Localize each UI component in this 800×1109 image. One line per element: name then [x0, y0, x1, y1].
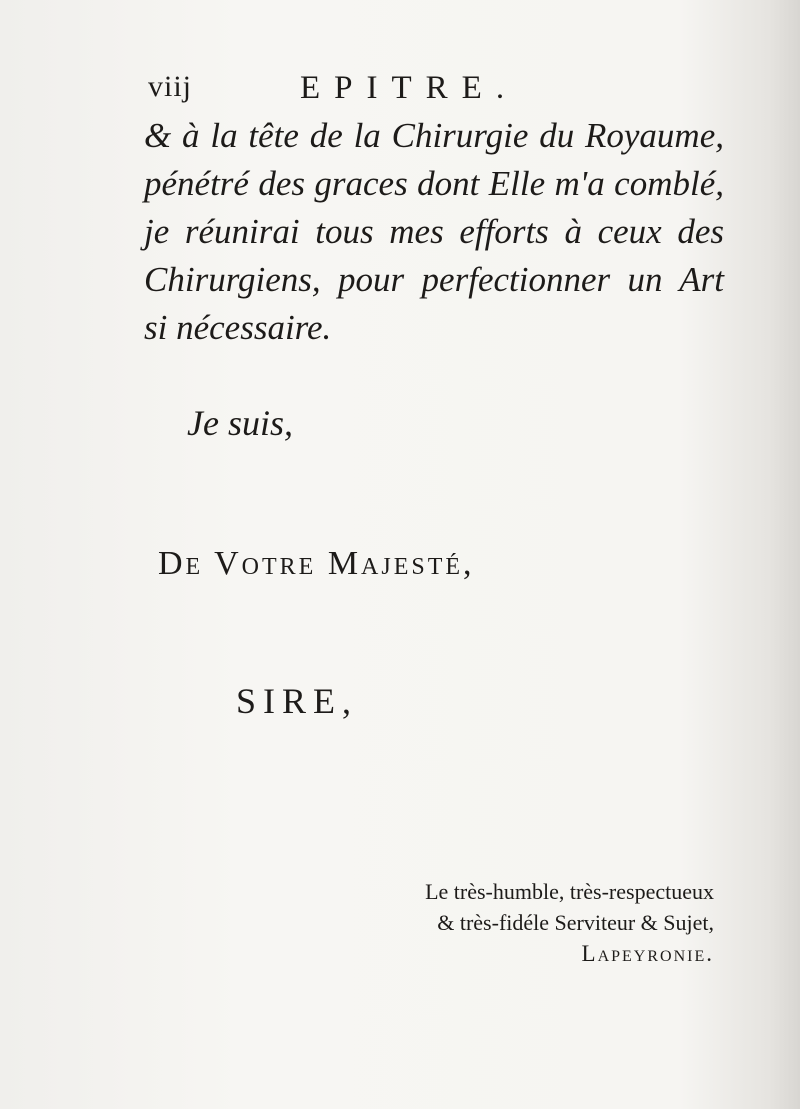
body-line: si nécessaire.	[144, 308, 332, 347]
body-paragraph	[144, 112, 724, 352]
body-line: je réunirai tous mes efforts à ceux des	[144, 212, 724, 251]
running-title: EPITRE.	[300, 70, 519, 106]
majesty-line: De Votre Majesté,	[158, 545, 475, 582]
page-number: viij	[148, 70, 193, 103]
body-line: Chirurgiens, pour perfectionner un Art	[144, 260, 724, 299]
body-line: pénétré des graces dont Elle m'a comblé,	[144, 164, 724, 203]
closing-line-1: Le très-humble, très-respectueux	[425, 879, 714, 904]
je-suis-line: Je suis,	[187, 403, 293, 443]
closing-line-2: & très-fidéle Serviteur & Sujet,	[437, 910, 714, 935]
page-header	[148, 70, 568, 114]
closing-block	[300, 876, 714, 969]
sire-line: SIRE,	[236, 681, 359, 721]
signature: Lapeyronie.	[581, 941, 714, 966]
body-line: & à la tête de la Chirurgie du Royaume,	[144, 116, 724, 155]
